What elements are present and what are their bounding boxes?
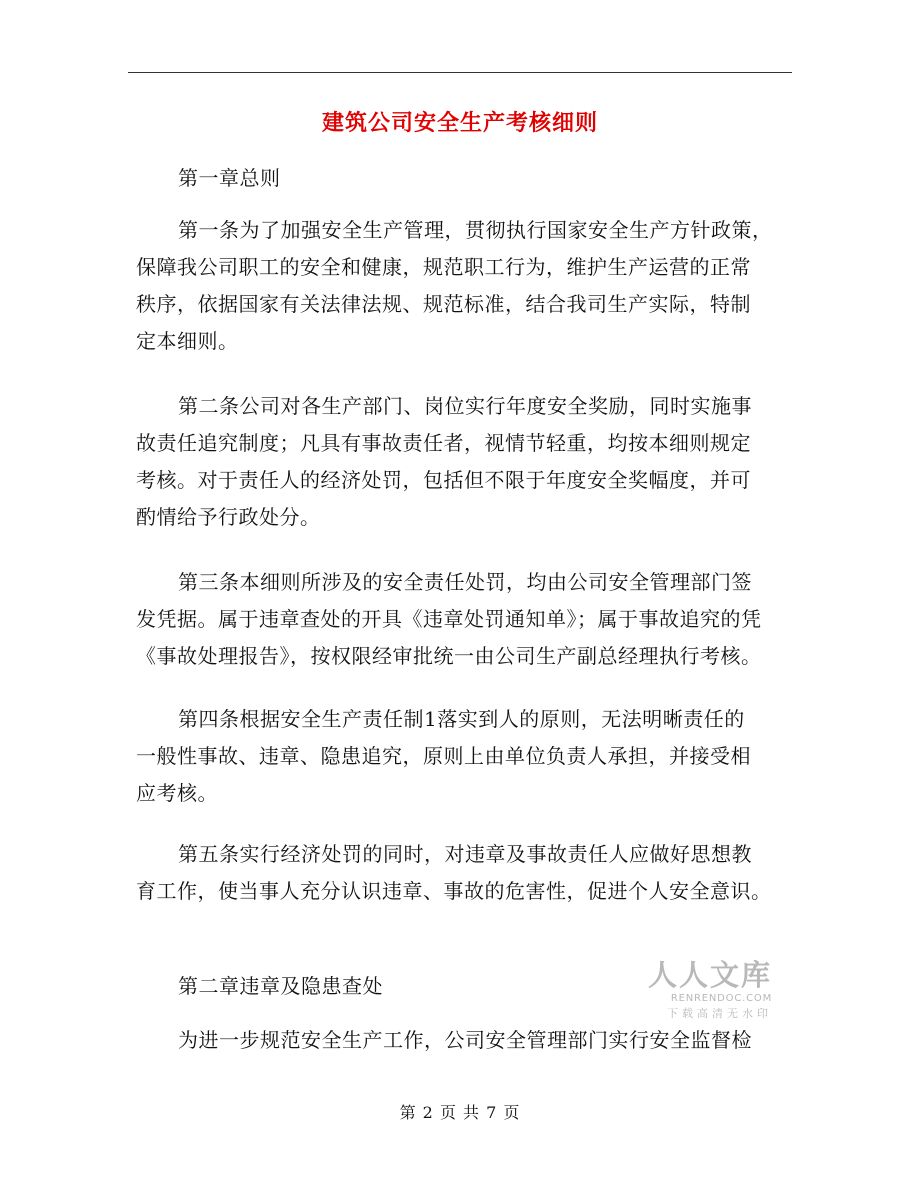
paragraph-line: 第三条本细则所涉及的安全责任处罚，均由公司安全管理部门签 xyxy=(178,570,752,594)
paragraph-line: 秩序，依据国家有关法律法规、规范标准，结合我司生产实际，特制 xyxy=(136,292,751,316)
article-4-paragraph xyxy=(136,701,796,812)
heading-text: 第二章违章及隐患查处 xyxy=(178,974,383,998)
paragraph-line: 一般性事故、违章、隐患追究，原则上由单位负责人承担，并接受相 xyxy=(136,744,751,768)
document-title: 建筑公司安全生产考核细则 xyxy=(321,110,598,136)
watermark-logo xyxy=(648,958,772,1021)
paragraph-line: 第一条为了加强安全生产管理，贯彻执行国家安全生产方针政策， xyxy=(178,218,773,242)
chapter-2-intro-paragraph xyxy=(136,1022,796,1059)
article-3-paragraph xyxy=(136,564,796,675)
watermark-subtitle: 下载高清无水印 xyxy=(667,1007,772,1020)
paragraph-line: 育工作，使当事人充分认识违章、事故的危害性，促进个人安全意识。 xyxy=(136,879,772,903)
paragraph-line: 为进一步规范安全生产工作，公司安全管理部门实行安全监督检 xyxy=(178,1028,752,1052)
article-1-paragraph xyxy=(136,212,796,360)
paragraph-line: 酌情给予行政处分。 xyxy=(136,505,321,529)
paragraph-line: 发凭据。属于违章查处的开具《违章处罚通知单》；属于事故追究的凭 xyxy=(136,607,762,631)
paragraph-line: 保障我公司职工的安全和健康，规范职工行为，维护生产运营的正常 xyxy=(136,255,751,279)
paragraph-line: 第二条公司对各生产部门、岗位实行年度安全奖励，同时实施事 xyxy=(178,394,752,418)
header-rule xyxy=(128,72,792,73)
chapter-1-heading xyxy=(136,160,796,197)
article-2-paragraph xyxy=(136,388,796,536)
watermark-title: 人人文库 xyxy=(648,958,773,992)
paragraph-line: 定本细则。 xyxy=(136,329,239,353)
page-number-footer: 第 2 页 共 7 页 xyxy=(399,1103,521,1122)
paragraph-line: 故责任追究制度；凡具有事故责任者，视情节轻重，均按本细则规定 xyxy=(136,431,751,455)
paragraph-line: 应考核。 xyxy=(136,781,218,805)
paragraph-line: 《事故处理报告》，按权限经审批统一由公司生产副总经理执行考核。 xyxy=(136,644,762,668)
article-5-paragraph xyxy=(136,836,796,910)
watermark-url: RENRENDOC.COM xyxy=(670,993,772,1004)
paragraph-line: 第五条实行经济处罚的同时，对违章及事故责任人应做好思想教 xyxy=(178,842,752,866)
heading-text: 第一章总则 xyxy=(178,166,281,190)
paragraph-line: 考核。对于责任人的经济处罚，包括但不限于年度安全奖幅度，并可 xyxy=(136,468,751,492)
paragraph-line: 第四条根据安全生产责任制1落实到人的原则，无法明晰责任的 xyxy=(178,707,745,731)
